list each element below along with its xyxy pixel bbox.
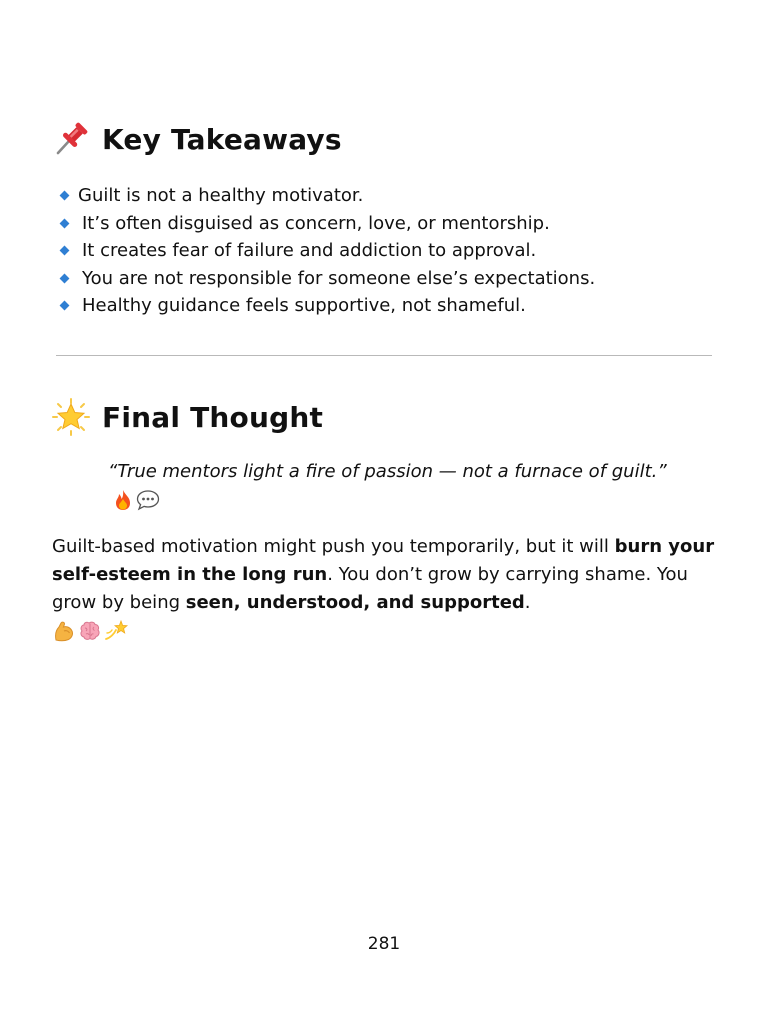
list-item-text: You are not responsible for someone else’s expectations. bbox=[82, 267, 596, 289]
takeaways-list bbox=[58, 182, 595, 320]
speech-bubble-icon bbox=[136, 489, 160, 511]
diamond-bullet-icon bbox=[60, 191, 70, 201]
list-item-text: Healthy guidance feels supportive, not shameful. bbox=[82, 295, 526, 316]
list-item-text: It creates fear of failure and addiction to approval. bbox=[82, 240, 537, 261]
paragraph-text: Guilt-based motivation might push you temporarily, but it will bbox=[52, 536, 615, 557]
section-divider bbox=[56, 355, 712, 356]
dizzy-star-icon bbox=[104, 619, 128, 643]
diamond-bullet-icon bbox=[60, 218, 70, 228]
diamond-bullet-icon bbox=[60, 273, 70, 283]
fire-icon bbox=[112, 489, 134, 511]
list-item-text: It’s often disguised as concern, love, or mentorship. bbox=[82, 212, 550, 234]
pushpin-icon bbox=[52, 120, 90, 158]
list-item bbox=[58, 182, 595, 210]
diamond-bullet-icon bbox=[60, 246, 70, 256]
flexed-biceps-icon bbox=[52, 619, 76, 643]
list-item-text: Guilt is not a healthy motivator. bbox=[78, 185, 364, 206]
list-item bbox=[58, 292, 595, 320]
quote-text: “True mentors light a fire of passion — not a furnace of guilt.” bbox=[108, 461, 667, 482]
list-item bbox=[58, 265, 595, 293]
list-item bbox=[58, 237, 595, 265]
paragraph-emojis bbox=[52, 619, 718, 643]
brain-icon bbox=[78, 619, 102, 643]
paragraph-text: . You don’t grow by carrying shame. You grow by being bbox=[52, 564, 688, 613]
glowing-star-icon bbox=[52, 398, 90, 436]
diamond-bullet-icon bbox=[60, 301, 70, 311]
key-takeaways-title: Key Takeaways bbox=[102, 122, 342, 156]
page-number: 281 bbox=[367, 934, 401, 954]
paragraph-bold-text: seen, understood, and supported bbox=[185, 592, 525, 613]
list-item bbox=[58, 210, 595, 238]
blockquote bbox=[108, 458, 708, 514]
final-thought-title: Final Thought bbox=[102, 400, 324, 434]
final-thought-heading bbox=[52, 398, 323, 436]
paragraph-text: . bbox=[524, 592, 531, 613]
final-thought-paragraph bbox=[52, 533, 718, 643]
paragraph-bold-text: burn your self-esteem in the long run bbox=[52, 536, 715, 585]
key-takeaways-heading bbox=[52, 120, 342, 158]
